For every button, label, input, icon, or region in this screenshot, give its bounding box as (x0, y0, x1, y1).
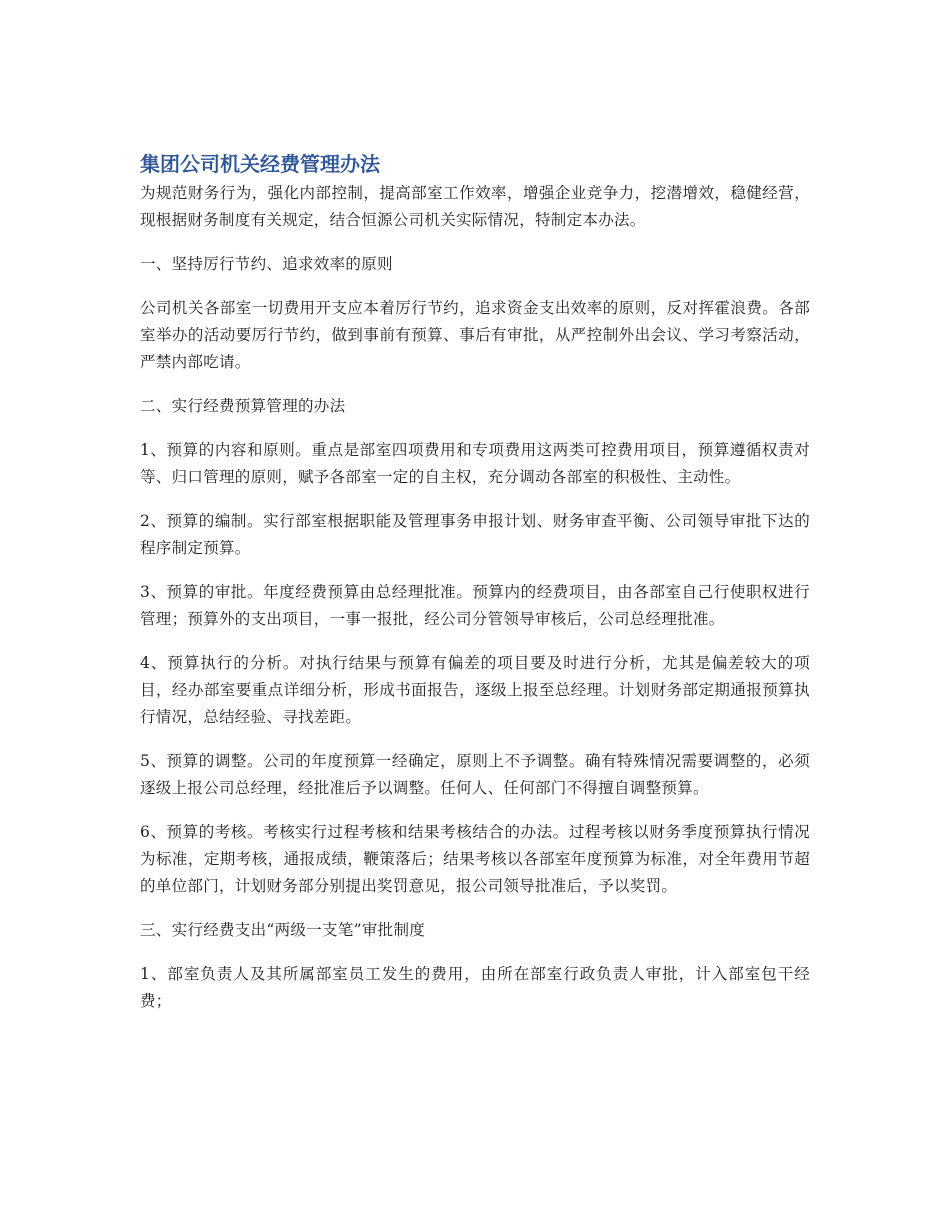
section-heading-2: 二、实行经费预算管理的办法 (140, 397, 346, 415)
section-2-item-2: 2、预算的编制。实行部室根据职能及管理事务申报计划、财务审查平衡、公司领导审批下达的程序制定预算。 (140, 512, 810, 557)
section-heading-3: 三、实行经费支出“两级一支笔”审批制度 (140, 921, 426, 939)
document-page (140, 150, 810, 1015)
section-2-item-3: 3、预算的审批。年度经费预算由总经理批准。预算内的经费项目，由各部室自己行使职权进行管理；预算外的支出项目，一事一报批，经公司分管领导审核后，公司总经理批准。 (140, 583, 810, 628)
section-2-item-5: 5、预算的调整。公司的年度预算一经确定，原则上不予调整。确有特殊情况需要调整的，必须逐级上报公司总经理，经批准后予以调整。任何人、任何部门不得擅自调整预算。 (140, 752, 810, 797)
intro-paragraph: 为规范财务行为，强化内部控制，提高部室工作效率，增强企业竞争力，挖潜增效，稳健经营，现根据财务制度有关规定，结合恒源公司机关实际情况，特制定本办法。 (140, 184, 810, 229)
section-2-item-6: 6、预算的考核。考核实行过程考核和结果考核结合的办法。过程考核以财务季度预算执行情况为标准，定期考核，通报成绩，鞭策落后；结果考核以各部室年度预算为标准，对全年费用节超的单位部门，计划财务部分别提出奖罚意见，报公司领导批准后，予以奖罚。 (140, 823, 810, 895)
section-2-item-1: 1、预算的内容和原则。重点是部室四项费用和专项费用这两类可控费用项目，预算遵循权责对等、归口管理的原则，赋予各部室一定的自主权，充分调动各部室的积极性、主动性。 (140, 441, 810, 486)
section-2-item-4: 4、预算执行的分析。对执行结果与预算有偏差的项目要及时进行分析，尤其是偏差较大的项目，经办部室要重点详细分析，形成书面报告，逐级上报至总经理。计划财务部定期通报预算执行情况，总结经验、寻找差距。 (140, 654, 810, 726)
section-heading-1: 一、坚持厉行节约、追求效率的原则 (140, 255, 393, 273)
section-1-paragraph: 公司机关各部室一切费用开支应本着厉行节约，追求资金支出效率的原则，反对挥霍浪费。各部室举办的活动要厉行节约，做到事前有预算、事后有审批，从严控制外出会议、学习考察活动，严禁内部吃请。 (140, 299, 810, 371)
section-3-item-1: 1、部室负责人及其所属部室员工发生的费用，由所在部室行政负责人审批，计入部室包干经费； (140, 965, 810, 1010)
document-title: 集团公司机关经费管理办法 (140, 152, 380, 176)
